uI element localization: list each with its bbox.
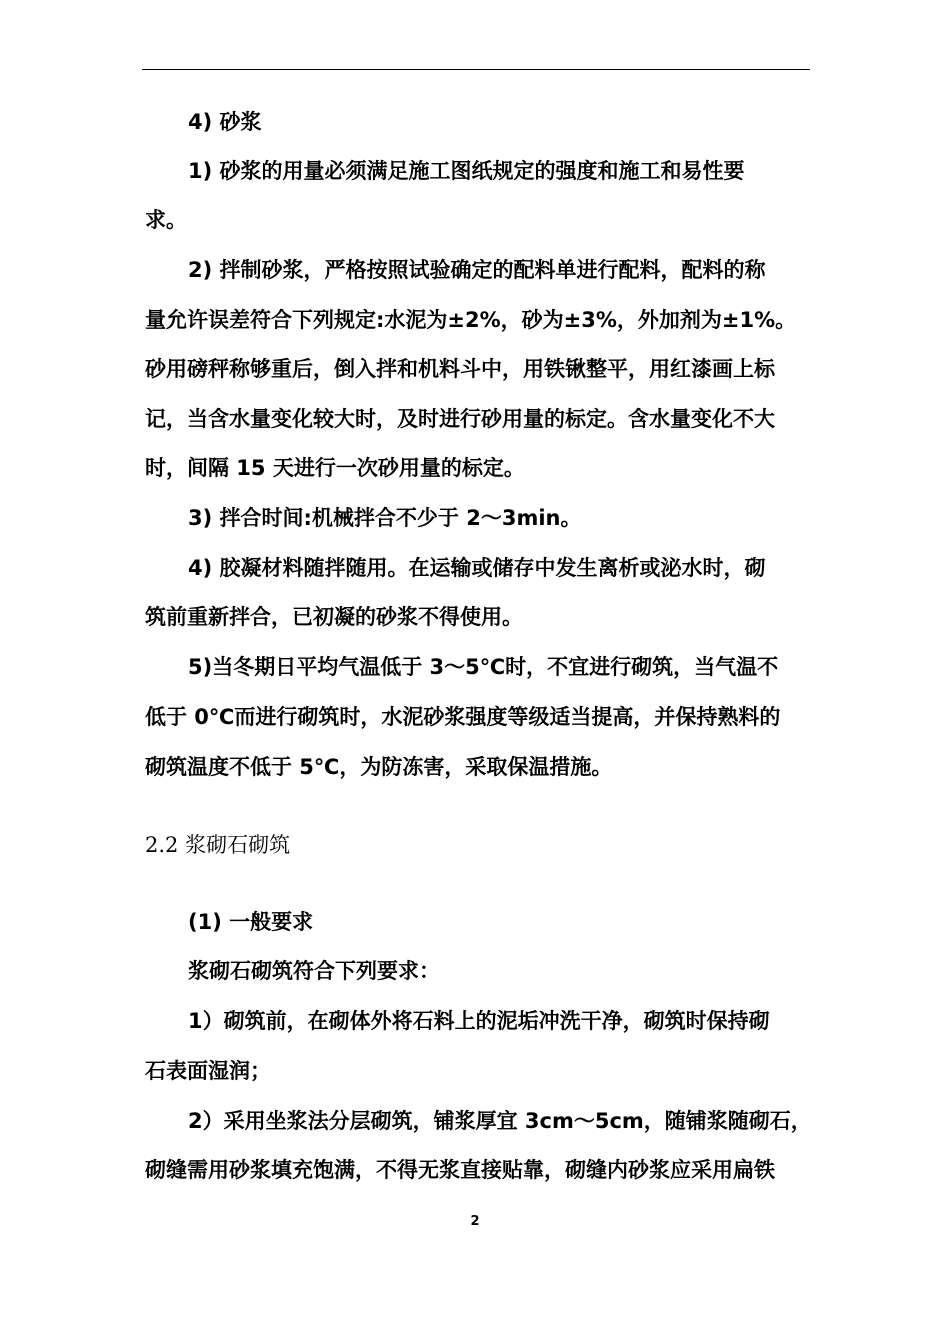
- paragraph-line: 3) 拌合时间:机械拌合不少于 2～3min。: [188, 506, 582, 530]
- paragraph-line: 4) 胶凝材料随拌随用。在运输或储存中发生离析或泌水时，砌: [188, 556, 766, 580]
- page-number: 2: [470, 1214, 480, 1229]
- paragraph-line: 1）砌筑前，在砌体外将石料上的泥垢冲洗干净，砌筑时保持砌: [188, 1009, 770, 1033]
- paragraph-line: 筑前重新拌合，已初凝的砂浆不得使用。: [145, 605, 523, 629]
- paragraph-line: 1) 砂浆的用量必须满足施工图纸规定的强度和施工和易性要: [188, 159, 745, 183]
- paragraph-line: 2) 拌制砂浆，严格按照试验确定的配料单进行配料，配料的称: [188, 258, 766, 282]
- paragraph-line: 2）采用坐浆法分层砌筑，铺浆厚宜 3cm～5cm，随铺浆随砌石，: [188, 1109, 812, 1133]
- header-rule: [142, 69, 810, 70]
- paragraph-line: 砌缝需用砂浆填充饱满，不得无浆直接贴靠，砌缝内砂浆应采用扁铁: [145, 1158, 775, 1182]
- subsection-heading-mortar: 4) 砂浆: [188, 110, 262, 134]
- paragraph-line: 低于 0℃而进行砌筑时，水泥砂浆强度等级适当提高，并保持熟料的: [145, 705, 781, 729]
- paragraph-line: 求。: [145, 208, 187, 232]
- paragraph-line: 砂用磅秤称够重后，倒入拌和机料斗中，用铁锹整平，用红漆画上标: [145, 357, 775, 381]
- paragraph-line: 5)当冬期日平均气温低于 3～5℃时，不宜进行砌筑，当气温不: [188, 655, 779, 679]
- paragraph-line: 浆砌石砌筑符合下列要求：: [188, 959, 440, 983]
- paragraph-line: 时，间隔 15 天进行一次砂用量的标定。: [145, 456, 525, 480]
- paragraph-line: 石表面湿润；: [145, 1059, 271, 1083]
- paragraph-line: 记，当含水量变化较大时，及时进行砂用量的标定。含水量变化不大: [145, 407, 775, 431]
- subsection-heading-general: (1) 一般要求: [188, 910, 314, 934]
- section-heading: 2.2 浆砌石砌筑: [145, 833, 291, 857]
- paragraph-line: 量允许误差符合下列规定:水泥为±2%，砂为±3%，外加剂为±1%。: [145, 308, 797, 332]
- paragraph-line: 砌筑温度不低于 5℃，为防冻害，采取保温措施。: [145, 755, 613, 779]
